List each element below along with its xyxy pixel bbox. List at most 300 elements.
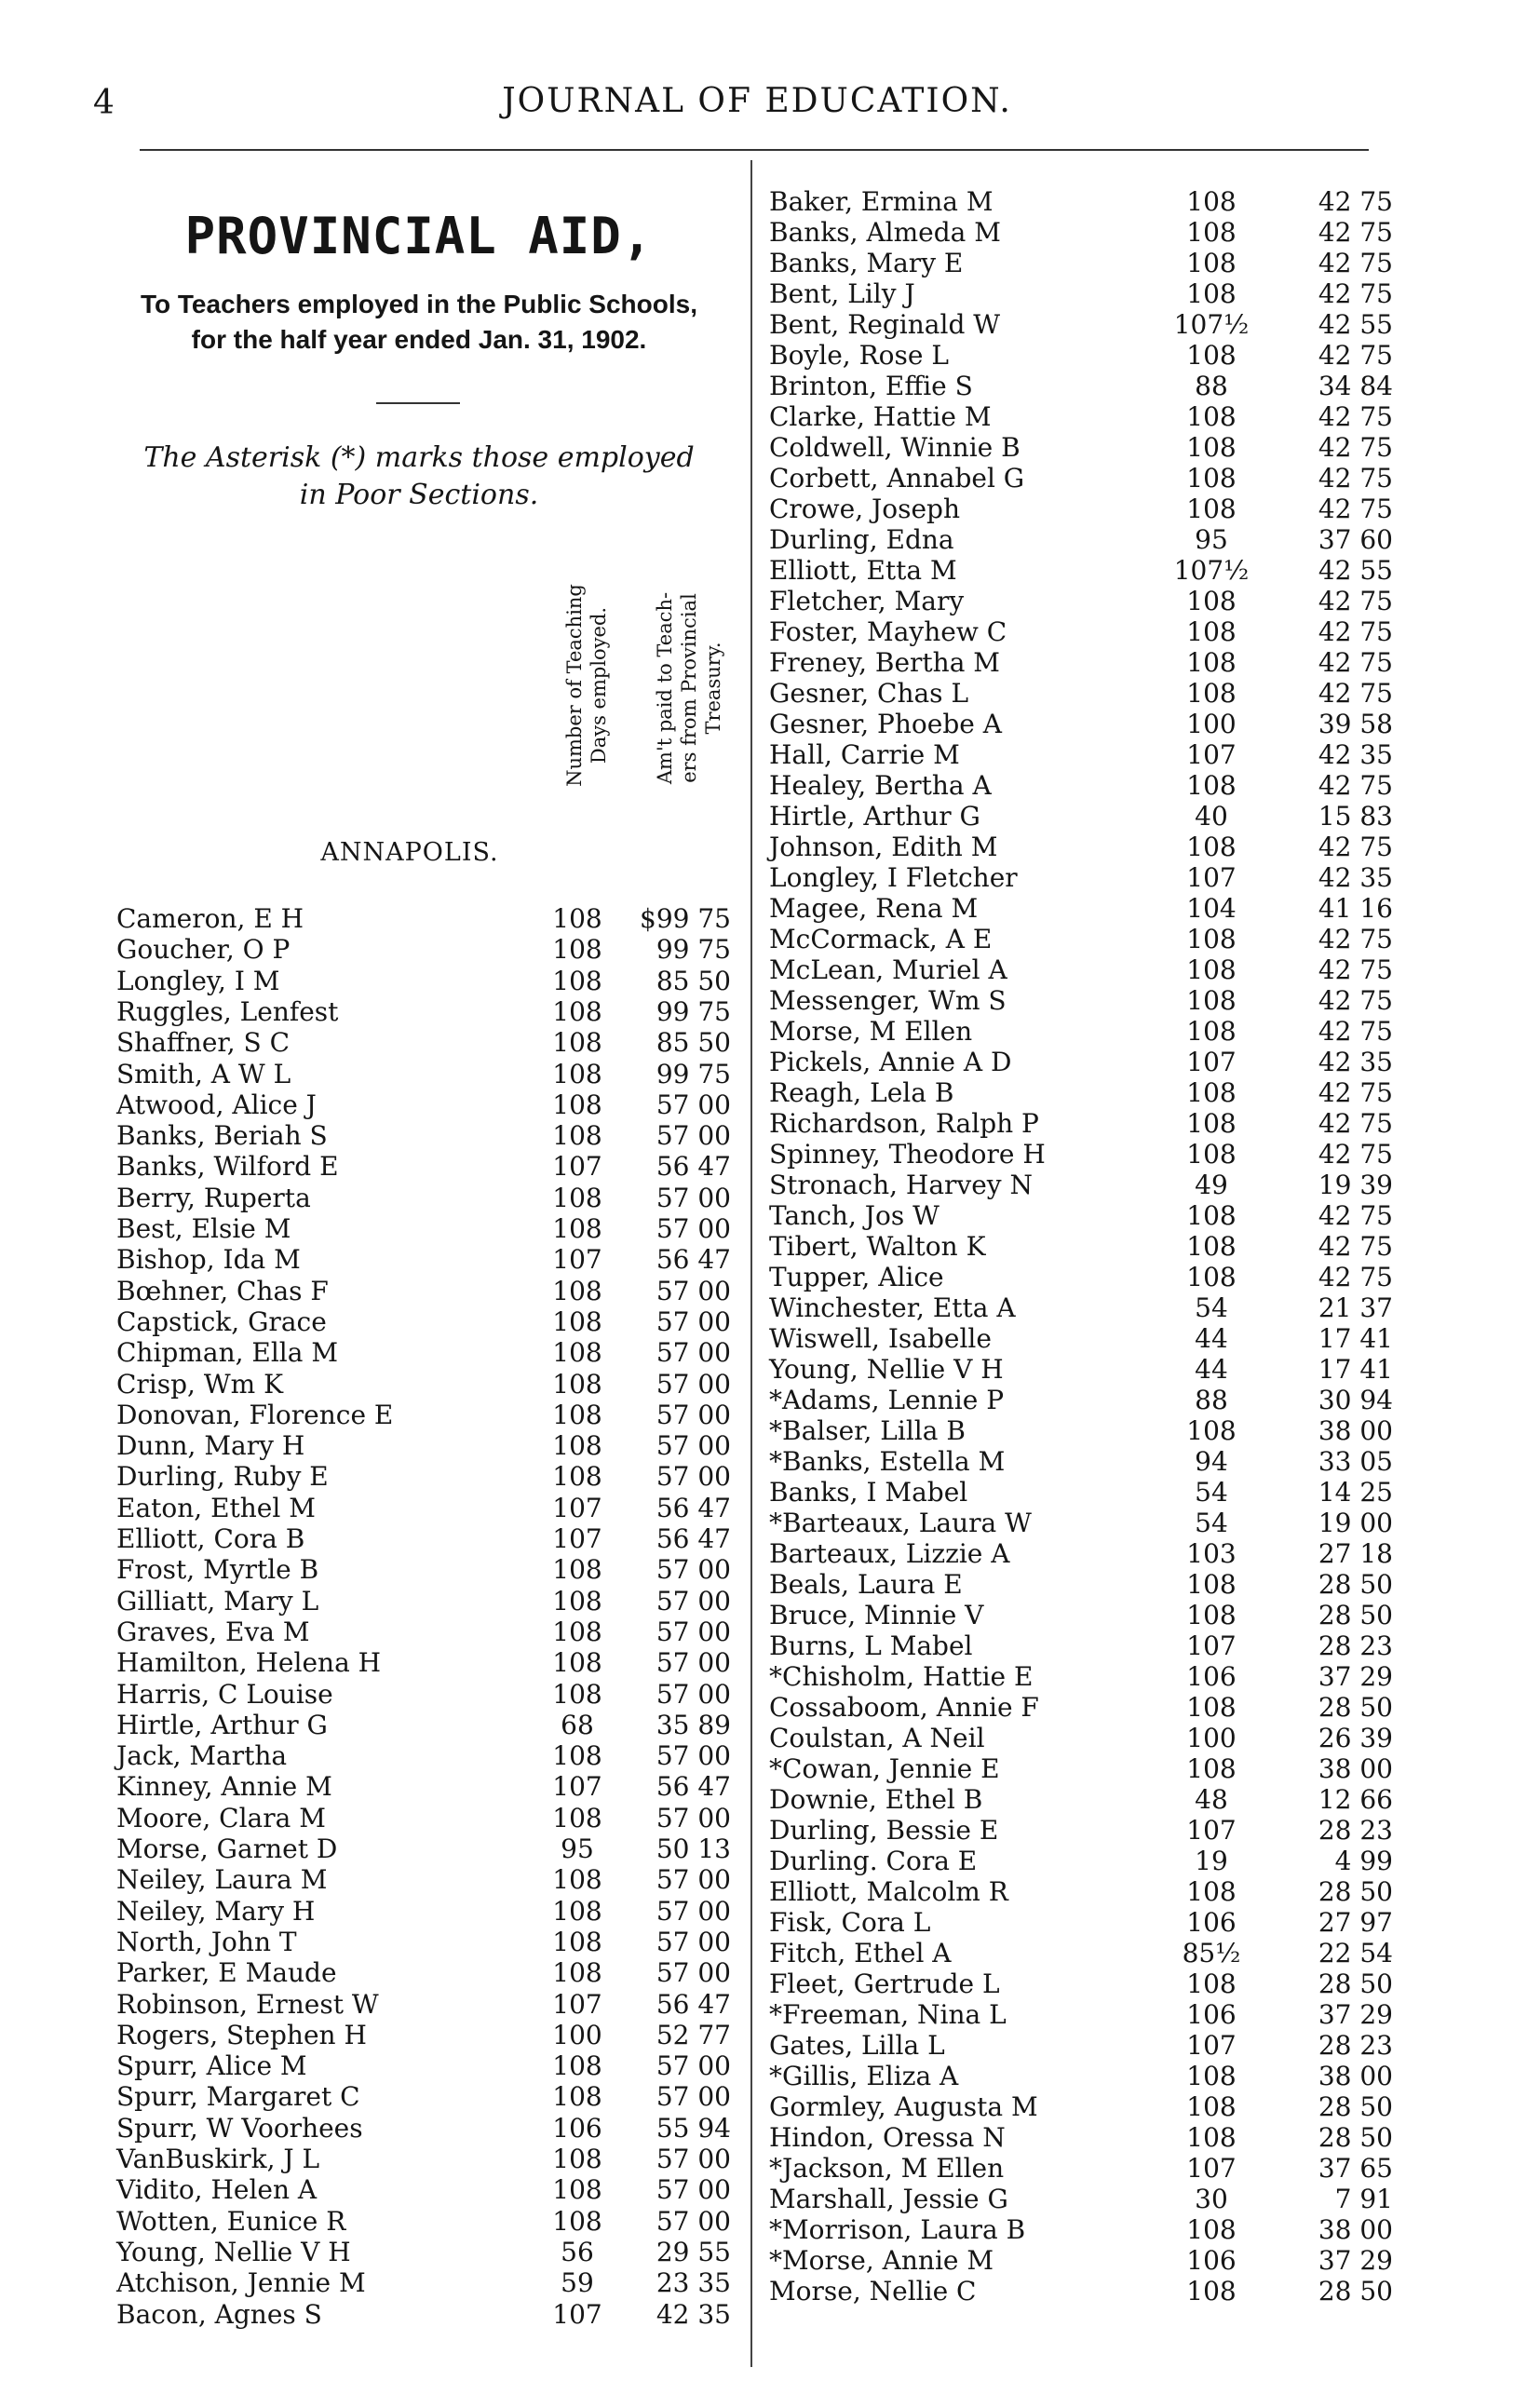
teaching-days: 94 bbox=[1195, 1446, 1228, 1477]
table-row bbox=[116, 1989, 750, 2020]
teacher-name: Bœhner, Chas F bbox=[116, 1275, 329, 1306]
teacher-name: North, John T bbox=[116, 1926, 297, 1957]
teacher-name: Rogers, Stephen H bbox=[116, 2019, 367, 2050]
teaching-days: 108 bbox=[552, 1089, 602, 1120]
table-row bbox=[116, 1430, 750, 1461]
table-row bbox=[116, 1617, 750, 1647]
table-row bbox=[116, 1400, 750, 1430]
teacher-name: Bent, Reginald W bbox=[769, 309, 1001, 340]
amount-paid: 85 50 bbox=[656, 1027, 731, 1059]
teacher-name: Donovan, Florence E bbox=[116, 1399, 394, 1430]
amount-paid: 57 00 bbox=[656, 1461, 731, 1493]
teacher-name: Durling, Ruby E bbox=[116, 1461, 329, 1493]
table-row bbox=[116, 1803, 750, 1833]
section-heading: ANNAPOLIS. bbox=[320, 838, 499, 867]
teacher-name: Burns, L Mabel bbox=[769, 1630, 973, 1661]
teacher-name: Vidito, Helen A bbox=[116, 2174, 318, 2206]
teacher-name: Tupper, Alice bbox=[769, 1262, 944, 1292]
amount-paid: 57 00 bbox=[656, 1213, 731, 1244]
table-row bbox=[769, 2184, 1421, 2214]
table-row bbox=[116, 1679, 750, 1710]
teacher-name: Jack, Martha bbox=[116, 1740, 288, 1772]
column-divider bbox=[750, 160, 752, 2367]
short-rule bbox=[376, 402, 460, 404]
teacher-name: Messenger, Wm S bbox=[769, 985, 1007, 1016]
amount-paid: 42 75 bbox=[1318, 1262, 1393, 1292]
teaching-days: 108 bbox=[552, 2174, 602, 2206]
amount-paid: 57 00 bbox=[656, 2144, 731, 2174]
amount-paid: 23 35 bbox=[656, 2267, 731, 2299]
table-row bbox=[769, 494, 1421, 524]
table-row bbox=[769, 1630, 1421, 1661]
teacher-name: Young, Nellie V H bbox=[116, 2236, 351, 2267]
amount-paid: 57 00 bbox=[656, 2205, 731, 2237]
amount-paid: 19 00 bbox=[1318, 1508, 1393, 1538]
teaching-days: 19 bbox=[1195, 1846, 1228, 1876]
table-row bbox=[769, 1477, 1421, 1508]
teacher-name: Graves, Eva M bbox=[116, 1616, 310, 1647]
teaching-days: 108 bbox=[1186, 1262, 1237, 1292]
teacher-name: Fleet, Gertrude L bbox=[769, 1968, 1000, 1999]
teaching-days: 108 bbox=[552, 1368, 602, 1400]
amount-paid: 42 75 bbox=[1318, 248, 1393, 278]
table-row bbox=[116, 1027, 750, 1058]
table-row bbox=[769, 432, 1421, 463]
amount-paid: 7 91 bbox=[1334, 2184, 1393, 2214]
table-row bbox=[116, 1337, 750, 1368]
teaching-days: 108 bbox=[552, 1585, 602, 1617]
amount-paid: 42 55 bbox=[1318, 309, 1393, 340]
amount-paid: 28 23 bbox=[1318, 1630, 1393, 1661]
teaching-days: 108 bbox=[552, 995, 602, 1027]
teaching-days: 108 bbox=[552, 1399, 602, 1430]
teacher-name: Durling. Cora E bbox=[769, 1846, 978, 1876]
teacher-name: Spurr, W Voorhees bbox=[116, 2112, 363, 2144]
table-row bbox=[116, 2174, 750, 2205]
teacher-name: Beals, Laura E bbox=[769, 1569, 963, 1600]
teacher-name: *Banks, Estella M bbox=[769, 1446, 1006, 1477]
table-row bbox=[769, 1200, 1421, 1231]
table-row bbox=[769, 1999, 1421, 2030]
teacher-name: Clarke, Hattie M bbox=[769, 401, 992, 432]
table-row bbox=[769, 985, 1421, 1016]
amount-paid: 42 75 bbox=[1318, 1139, 1393, 1170]
teacher-name: Gormley, Augusta M bbox=[769, 2091, 1038, 2122]
amount-paid: 37 65 bbox=[1318, 2153, 1393, 2184]
teacher-name: Coldwell, Winnie B bbox=[769, 432, 1021, 463]
teaching-days: 108 bbox=[552, 965, 602, 996]
amount-paid: 56 47 bbox=[656, 1151, 731, 1183]
teacher-name: Cameron, E H bbox=[116, 903, 304, 934]
teaching-days: 108 bbox=[552, 1957, 602, 1989]
teacher-name: Winchester, Etta A bbox=[769, 1292, 1016, 1323]
teacher-name: Dunn, Mary H bbox=[116, 1430, 305, 1462]
amount-paid: 57 00 bbox=[656, 1957, 731, 1989]
table-row bbox=[116, 2081, 750, 2112]
teacher-name: Banks, I Mabel bbox=[769, 1477, 968, 1508]
amount-paid: 4 99 bbox=[1334, 1846, 1393, 1876]
amount-paid: 28 23 bbox=[1318, 1815, 1393, 1846]
table-row bbox=[769, 309, 1421, 340]
table-row bbox=[116, 1306, 750, 1337]
table-row bbox=[769, 1262, 1421, 1292]
teaching-days: 108 bbox=[1186, 186, 1237, 217]
table-row bbox=[116, 1896, 750, 1927]
amount-paid: 57 00 bbox=[656, 1895, 731, 1927]
teacher-name: Downie, Ethel B bbox=[769, 1784, 983, 1815]
amount-paid: 28 50 bbox=[1318, 1876, 1393, 1907]
table-row bbox=[769, 954, 1421, 985]
teacher-name: *Chisholm, Hattie E bbox=[769, 1661, 1034, 1692]
table-row bbox=[116, 1523, 750, 1554]
table-row bbox=[116, 966, 750, 996]
amount-paid: 17 41 bbox=[1318, 1354, 1393, 1385]
table-row bbox=[769, 1415, 1421, 1446]
amount-paid: 57 00 bbox=[656, 1430, 731, 1462]
teaching-days: 108 bbox=[552, 1926, 602, 1957]
teaching-days: 106 bbox=[1186, 1907, 1237, 1938]
teaching-days: 106 bbox=[1186, 1999, 1237, 2030]
teaching-days: 100 bbox=[552, 2019, 602, 2050]
teaching-days: 108 bbox=[1186, 616, 1237, 647]
amount-paid: 37 29 bbox=[1318, 2245, 1393, 2276]
teaching-days: 108 bbox=[1186, 1415, 1237, 1446]
teacher-name: Bishop, Ida M bbox=[116, 1244, 301, 1276]
amount-paid: 56 47 bbox=[656, 1492, 731, 1523]
teaching-days: 108 bbox=[1186, 2061, 1237, 2091]
table-row bbox=[116, 1183, 750, 1213]
amount-paid: 42 35 bbox=[1318, 739, 1393, 770]
teacher-name: Wotten, Eunice R bbox=[116, 2205, 346, 2237]
table-row bbox=[769, 1846, 1421, 1876]
teacher-name: Neiley, Mary H bbox=[116, 1895, 316, 1927]
table-row bbox=[116, 1586, 750, 1617]
table-row bbox=[116, 1244, 750, 1275]
teacher-name: Cossaboom, Annie F bbox=[769, 1692, 1039, 1723]
teacher-name: Foster, Mayhew C bbox=[769, 616, 1007, 647]
teaching-days: 56 bbox=[561, 2236, 594, 2267]
amount-paid: 42 75 bbox=[1318, 924, 1393, 954]
amount-paid: 99 75 bbox=[656, 1058, 731, 1089]
table-row bbox=[769, 555, 1421, 586]
table-row bbox=[116, 2299, 750, 2330]
teaching-days: 108 bbox=[1186, 2091, 1237, 2122]
table-row bbox=[769, 1569, 1421, 1600]
teaching-days: 108 bbox=[1186, 278, 1237, 309]
table-row bbox=[769, 2153, 1421, 2184]
table-row bbox=[769, 1354, 1421, 1385]
table-row bbox=[116, 1957, 750, 1988]
teaching-days: 108 bbox=[552, 1740, 602, 1772]
teaching-days: 48 bbox=[1195, 1784, 1228, 1815]
teaching-days: 107 bbox=[552, 1492, 602, 1523]
teacher-name: Chipman, Ella M bbox=[116, 1337, 339, 1369]
teaching-days: 108 bbox=[552, 934, 602, 966]
table-row bbox=[116, 903, 750, 934]
amount-paid: 28 50 bbox=[1318, 2091, 1393, 2122]
amount-paid: 55 94 bbox=[656, 2112, 731, 2144]
teacher-name: Tibert, Walton K bbox=[769, 1231, 986, 1262]
teaching-days: 54 bbox=[1195, 1508, 1228, 1538]
amount-paid: 28 50 bbox=[1318, 1692, 1393, 1723]
teaching-days: 88 bbox=[1195, 1385, 1228, 1415]
teaching-days: 108 bbox=[1186, 1753, 1237, 1784]
teaching-days: 108 bbox=[552, 2050, 602, 2082]
teaching-days: 108 bbox=[552, 1275, 602, 1306]
top-rule bbox=[140, 149, 1369, 151]
table-row bbox=[769, 1170, 1421, 1200]
teacher-name: Gesner, Phoebe A bbox=[769, 709, 1002, 739]
teacher-name: *Balser, Lilla B bbox=[769, 1415, 966, 1446]
amount-paid: 57 00 bbox=[656, 1616, 731, 1647]
table-row bbox=[769, 1692, 1421, 1723]
table-row bbox=[769, 770, 1421, 801]
amount-paid: 29 55 bbox=[656, 2236, 731, 2267]
teacher-name: Fisk, Cora L bbox=[769, 1907, 931, 1938]
table-row bbox=[769, 647, 1421, 678]
table-row bbox=[769, 893, 1421, 924]
teacher-name: Durling, Bessie E bbox=[769, 1815, 999, 1846]
teacher-name: Gilliatt, Mary L bbox=[116, 1585, 319, 1617]
teaching-days: 85½ bbox=[1182, 1938, 1241, 1968]
teaching-days: 108 bbox=[1186, 1569, 1237, 1600]
teacher-name: Bent, Lily J bbox=[769, 278, 915, 309]
teaching-days: 108 bbox=[1186, 1968, 1237, 1999]
teaching-days: 107 bbox=[1186, 1815, 1237, 1846]
teacher-name: Boyle, Rose L bbox=[769, 340, 949, 371]
amount-paid: 42 35 bbox=[1318, 1047, 1393, 1077]
amount-paid: 57 00 bbox=[656, 1368, 731, 1400]
subtitle-line-2: for the half year ended Jan. 31, 1902. bbox=[191, 325, 647, 354]
table-row bbox=[769, 1968, 1421, 1999]
amount-paid: 99 75 bbox=[656, 995, 731, 1027]
teacher-name: Morse, Nellie C bbox=[769, 2276, 977, 2307]
amount-paid: 37 60 bbox=[1318, 524, 1393, 555]
amount-paid: 37 29 bbox=[1318, 1999, 1393, 2030]
teaching-days: 44 bbox=[1195, 1354, 1228, 1385]
teacher-name: Atchison, Jennie M bbox=[116, 2267, 366, 2299]
amount-paid: 42 75 bbox=[1318, 586, 1393, 616]
teacher-name: Pickels, Annie A D bbox=[769, 1047, 1012, 1077]
amount-paid: 57 00 bbox=[656, 1740, 731, 1772]
teacher-name: Gates, Lilla L bbox=[769, 2030, 945, 2061]
teaching-days: 104 bbox=[1186, 893, 1237, 924]
teacher-name: Wiswell, Isabelle bbox=[769, 1323, 992, 1354]
teaching-days: 95 bbox=[561, 1833, 594, 1864]
amount-paid: 42 75 bbox=[1318, 1200, 1393, 1231]
table-row bbox=[116, 1369, 750, 1400]
amount-paid: 57 00 bbox=[656, 1182, 731, 1213]
teaching-days: 107 bbox=[1186, 862, 1237, 893]
teaching-days: 106 bbox=[1186, 1661, 1237, 1692]
teaching-days: 108 bbox=[1186, 1231, 1237, 1262]
teaching-days: 40 bbox=[1195, 801, 1228, 832]
teaching-days: 108 bbox=[1186, 432, 1237, 463]
teaching-days: 108 bbox=[552, 1058, 602, 1089]
teaching-days: 44 bbox=[1195, 1323, 1228, 1354]
amount-paid: 15 83 bbox=[1318, 801, 1393, 832]
amount-paid: 33 05 bbox=[1318, 1446, 1393, 1477]
teaching-days: 108 bbox=[1186, 924, 1237, 954]
teacher-name: Fitch, Ethel A bbox=[769, 1938, 952, 1968]
teaching-days: 108 bbox=[1186, 217, 1237, 248]
subtitle-line-1: To Teachers employed in the Public Schools, bbox=[141, 290, 697, 318]
table-row bbox=[116, 1740, 750, 1771]
teacher-name: Coulstan, A Neil bbox=[769, 1723, 985, 1753]
teacher-name: Spurr, Alice M bbox=[116, 2050, 307, 2082]
teaching-days: 103 bbox=[1186, 1538, 1237, 1569]
table-row bbox=[769, 801, 1421, 832]
table-row bbox=[769, 1108, 1421, 1139]
teacher-name: *Gillis, Eliza A bbox=[769, 2061, 959, 2091]
amount-paid: 42 75 bbox=[1318, 985, 1393, 1016]
asterisk-note bbox=[93, 440, 745, 514]
column-header-amount-line-2: ers from Provincial bbox=[678, 593, 700, 783]
table-row bbox=[769, 524, 1421, 555]
teaching-days: 108 bbox=[1186, 1200, 1237, 1231]
amount-paid: 42 75 bbox=[1318, 1077, 1393, 1108]
teacher-name: Magee, Rena M bbox=[769, 893, 979, 924]
teaching-days: 107 bbox=[552, 2298, 602, 2330]
teaching-days: 108 bbox=[552, 1027, 602, 1059]
teaching-days: 108 bbox=[1186, 647, 1237, 678]
amount-paid: 28 50 bbox=[1318, 1600, 1393, 1630]
teaching-days: 108 bbox=[552, 1616, 602, 1647]
table-row bbox=[769, 1077, 1421, 1108]
teacher-name: VanBuskirk, J L bbox=[116, 2144, 320, 2174]
teaching-days: 108 bbox=[552, 1120, 602, 1152]
teaching-days: 108 bbox=[552, 1461, 602, 1493]
teacher-name: *Cowan, Jennie E bbox=[769, 1753, 1000, 1784]
amount-paid: 42 75 bbox=[1318, 278, 1393, 309]
amount-paid: 37 29 bbox=[1318, 1661, 1393, 1692]
teaching-days: 107 bbox=[1186, 2153, 1237, 2184]
table-row bbox=[769, 1231, 1421, 1262]
teacher-name: Longley, I Fletcher bbox=[769, 862, 1018, 893]
table-row bbox=[769, 1784, 1421, 1815]
amount-paid: 28 50 bbox=[1318, 2276, 1393, 2307]
amount-paid: 57 00 bbox=[656, 2050, 731, 2082]
teaching-days: 108 bbox=[1186, 340, 1237, 371]
amount-paid: 52 77 bbox=[656, 2019, 731, 2050]
table-row bbox=[116, 2144, 750, 2174]
table-row bbox=[116, 1461, 750, 1492]
teacher-name: Marshall, Jessie G bbox=[769, 2184, 1008, 2214]
amount-paid: 17 41 bbox=[1318, 1323, 1393, 1354]
teacher-name: Crowe, Joseph bbox=[769, 494, 960, 524]
teacher-name: Berry, Ruperta bbox=[116, 1182, 311, 1213]
teaching-days: 108 bbox=[1186, 1108, 1237, 1139]
amount-paid: 27 97 bbox=[1318, 1907, 1393, 1938]
amount-paid: $99 75 bbox=[640, 903, 731, 934]
amount-paid: 57 00 bbox=[656, 1864, 731, 1896]
teacher-name: Longley, I M bbox=[116, 965, 280, 996]
table-row bbox=[769, 340, 1421, 371]
table-row bbox=[116, 996, 750, 1027]
teaching-days: 108 bbox=[552, 1864, 602, 1896]
table-row bbox=[116, 2020, 750, 2050]
subtitle bbox=[93, 287, 745, 358]
table-row bbox=[769, 586, 1421, 616]
table-row bbox=[116, 1151, 750, 1182]
teacher-name: Spurr, Margaret C bbox=[116, 2081, 360, 2113]
table-row bbox=[116, 1710, 750, 1740]
amount-paid: 42 75 bbox=[1318, 186, 1393, 217]
amount-paid: 38 00 bbox=[1318, 1753, 1393, 1784]
teacher-name: Freney, Bertha M bbox=[769, 647, 1000, 678]
teaching-days: 108 bbox=[1186, 954, 1237, 985]
amount-paid: 21 37 bbox=[1318, 1292, 1393, 1323]
table-row bbox=[769, 616, 1421, 647]
journal-title: JOURNAL OF EDUCATION. bbox=[502, 82, 1012, 120]
teacher-name: *Barteaux, Laura W bbox=[769, 1508, 1032, 1538]
table-row bbox=[769, 1600, 1421, 1630]
teacher-name: Brinton, Effie S bbox=[769, 371, 973, 401]
teacher-name: Frost, Myrtle B bbox=[116, 1554, 319, 1586]
table-row bbox=[769, 1876, 1421, 1907]
table-row bbox=[116, 2113, 750, 2144]
teaching-days: 107 bbox=[1186, 1630, 1237, 1661]
teacher-name: *Adams, Lennie P bbox=[769, 1385, 1005, 1415]
teaching-days: 108 bbox=[1186, 2214, 1237, 2245]
teaching-days: 108 bbox=[552, 1305, 602, 1337]
amount-paid: 42 35 bbox=[1318, 862, 1393, 893]
teacher-name: *Morse, Annie M bbox=[769, 2245, 994, 2276]
teacher-name: Tanch, Jos W bbox=[769, 1200, 939, 1231]
table-row bbox=[116, 1120, 750, 1151]
table-row bbox=[769, 2245, 1421, 2276]
table-row bbox=[769, 217, 1421, 248]
table-row bbox=[769, 1385, 1421, 1415]
teacher-name: Capstick, Grace bbox=[116, 1305, 327, 1337]
teaching-days: 88 bbox=[1195, 371, 1228, 401]
table-row bbox=[769, 2091, 1421, 2122]
amount-paid: 85 50 bbox=[656, 965, 731, 996]
amount-paid: 56 47 bbox=[656, 1771, 731, 1803]
table-row bbox=[769, 186, 1421, 217]
amount-paid: 41 16 bbox=[1318, 893, 1393, 924]
teaching-days: 54 bbox=[1195, 1477, 1228, 1508]
amount-paid: 42 55 bbox=[1318, 555, 1393, 586]
teacher-name: Durling, Edna bbox=[769, 524, 954, 555]
amount-paid: 42 75 bbox=[1318, 647, 1393, 678]
amount-paid: 38 00 bbox=[1318, 1415, 1393, 1446]
teacher-name: Bruce, Minnie V bbox=[769, 1600, 984, 1630]
teacher-name: Young, Nellie V H bbox=[769, 1354, 1004, 1385]
teaching-days: 107 bbox=[1186, 2030, 1237, 2061]
teacher-name: Baker, Ermina M bbox=[769, 186, 994, 217]
teacher-name: Harris, C Louise bbox=[116, 1678, 333, 1710]
amount-paid: 42 35 bbox=[656, 2298, 731, 2330]
teaching-days: 108 bbox=[1186, 1600, 1237, 1630]
teaching-days: 106 bbox=[552, 2112, 602, 2144]
asterisk-note-line-2: in Poor Sections. bbox=[299, 479, 539, 511]
table-row bbox=[769, 1815, 1421, 1846]
table-row bbox=[769, 1907, 1421, 1938]
page-title: PROVINCIAL AID, bbox=[184, 207, 654, 265]
teaching-days: 100 bbox=[1186, 709, 1237, 739]
amount-paid: 34 84 bbox=[1318, 371, 1393, 401]
column-header-amount-line-1: Am't paid to Teach- bbox=[654, 591, 676, 785]
amount-paid: 57 00 bbox=[656, 1585, 731, 1617]
teacher-name: Elliott, Etta M bbox=[769, 555, 957, 586]
teaching-days: 108 bbox=[552, 903, 602, 934]
teaching-days: 49 bbox=[1195, 1170, 1228, 1200]
teacher-name: Elliott, Cora B bbox=[116, 1523, 305, 1554]
teaching-days: 108 bbox=[1186, 248, 1237, 278]
amount-paid: 35 89 bbox=[656, 1709, 731, 1740]
amount-paid: 42 75 bbox=[1318, 217, 1393, 248]
